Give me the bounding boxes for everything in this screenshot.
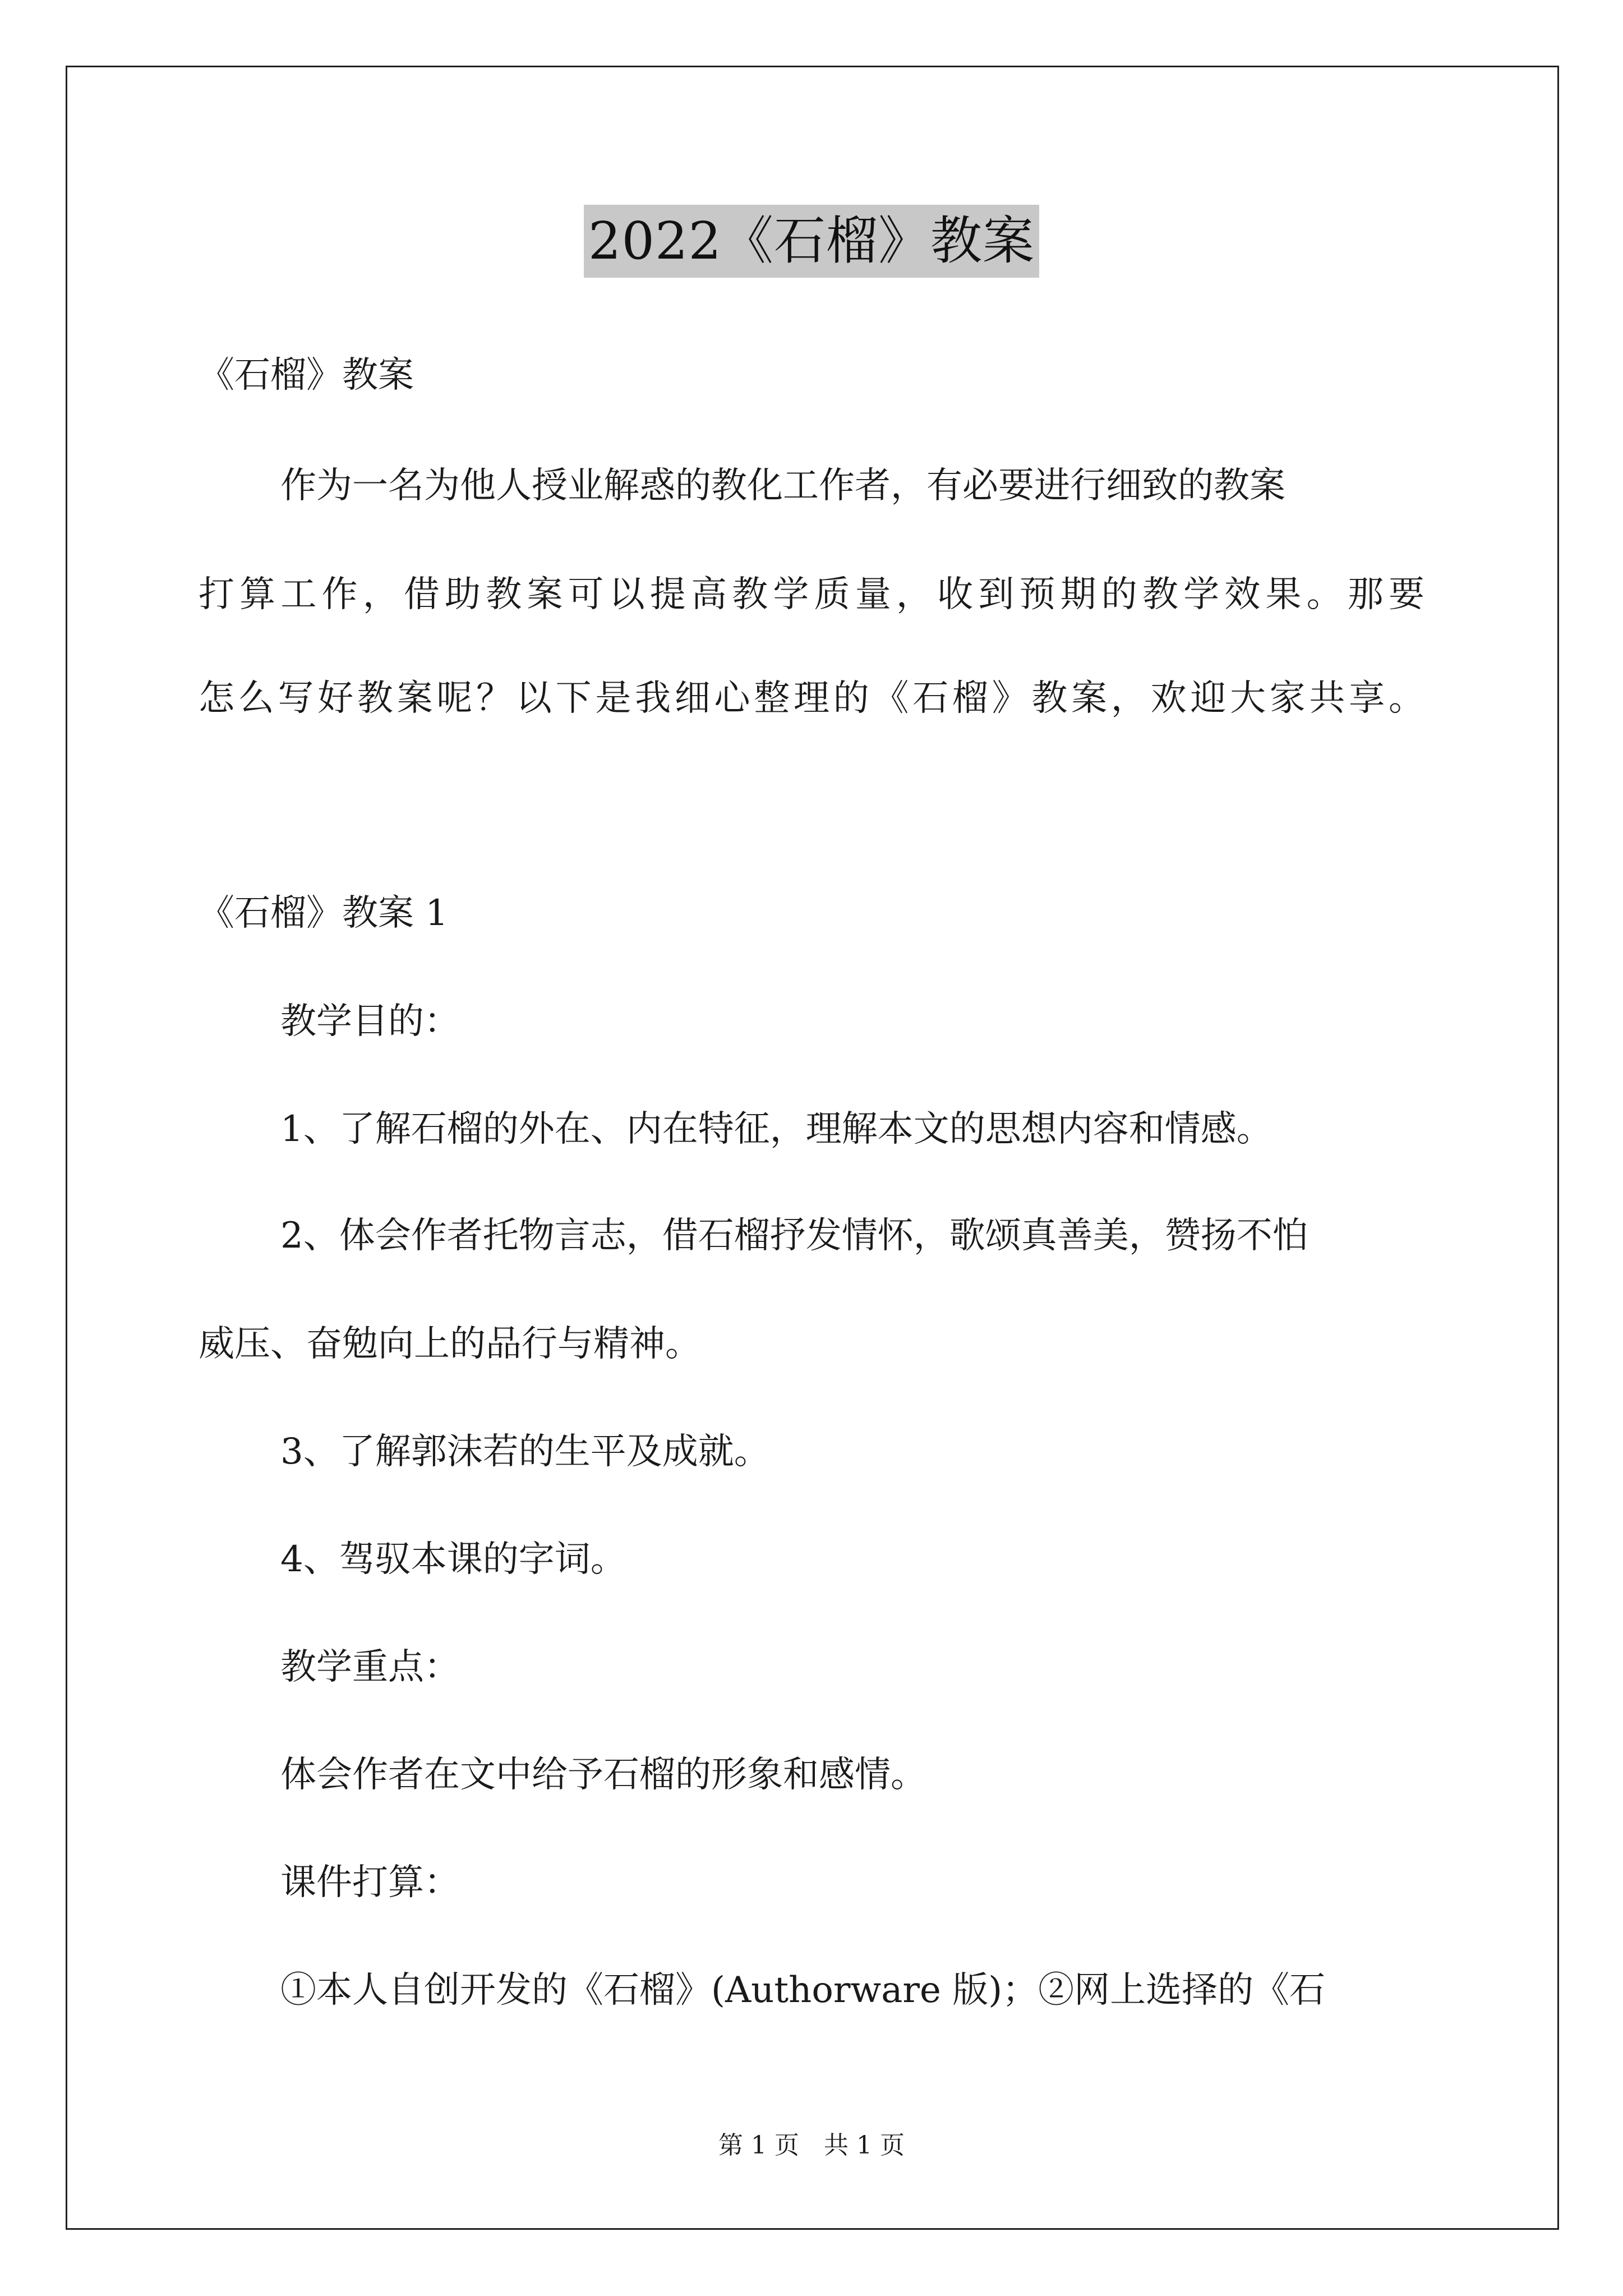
intro-line-2: 打算工作，借助教案可以提高教学质量，收到预期的教学效果。那要 xyxy=(199,574,1424,615)
title-container xyxy=(0,205,1623,278)
doc-heading: 《石榴》教案 xyxy=(199,355,414,396)
key-points-text: 体会作者在文中给予石榴的形象和感情。 xyxy=(280,1754,926,1796)
objective-4: 4、驾驭本课的字词。 xyxy=(280,1539,626,1580)
objectives-label: 教学目的： xyxy=(280,1001,460,1042)
objective-3: 3、了解郭沫若的生平及成就。 xyxy=(280,1431,770,1473)
objective-1: 1、了解石榴的外在、内在特征，理解本文的思想内容和情感。 xyxy=(280,1108,1272,1150)
key-points-label: 教学重点： xyxy=(280,1646,460,1688)
objective-2-line-1: 2、体会作者托物言志，借石榴抒发情怀，歌颂真善美，赞扬不怕 xyxy=(280,1215,1308,1257)
intro-line-1: 作为一名为他人授业解惑的教化工作者，有必要进行细致的教案 xyxy=(280,465,1285,507)
document-title: 2022《石榴》教案 xyxy=(584,205,1039,278)
courseware-line: ①本人自创开发的《石榴》(Authorware 版)；②网上选择的《石 xyxy=(280,1970,1326,2011)
section-heading: 《石榴》教案 1 xyxy=(199,892,449,934)
objective-2-line-2: 威压、奋勉向上的品行与精神。 xyxy=(199,1323,701,1365)
courseware-label: 课件打算： xyxy=(280,1862,460,1903)
page-footer: 第 1 页 共 1 页 xyxy=(718,2131,905,2160)
intro-line-3: 怎么写好教案呢？以下是我细心整理的《石榴》教案，欢迎大家共享。 xyxy=(199,678,1424,719)
